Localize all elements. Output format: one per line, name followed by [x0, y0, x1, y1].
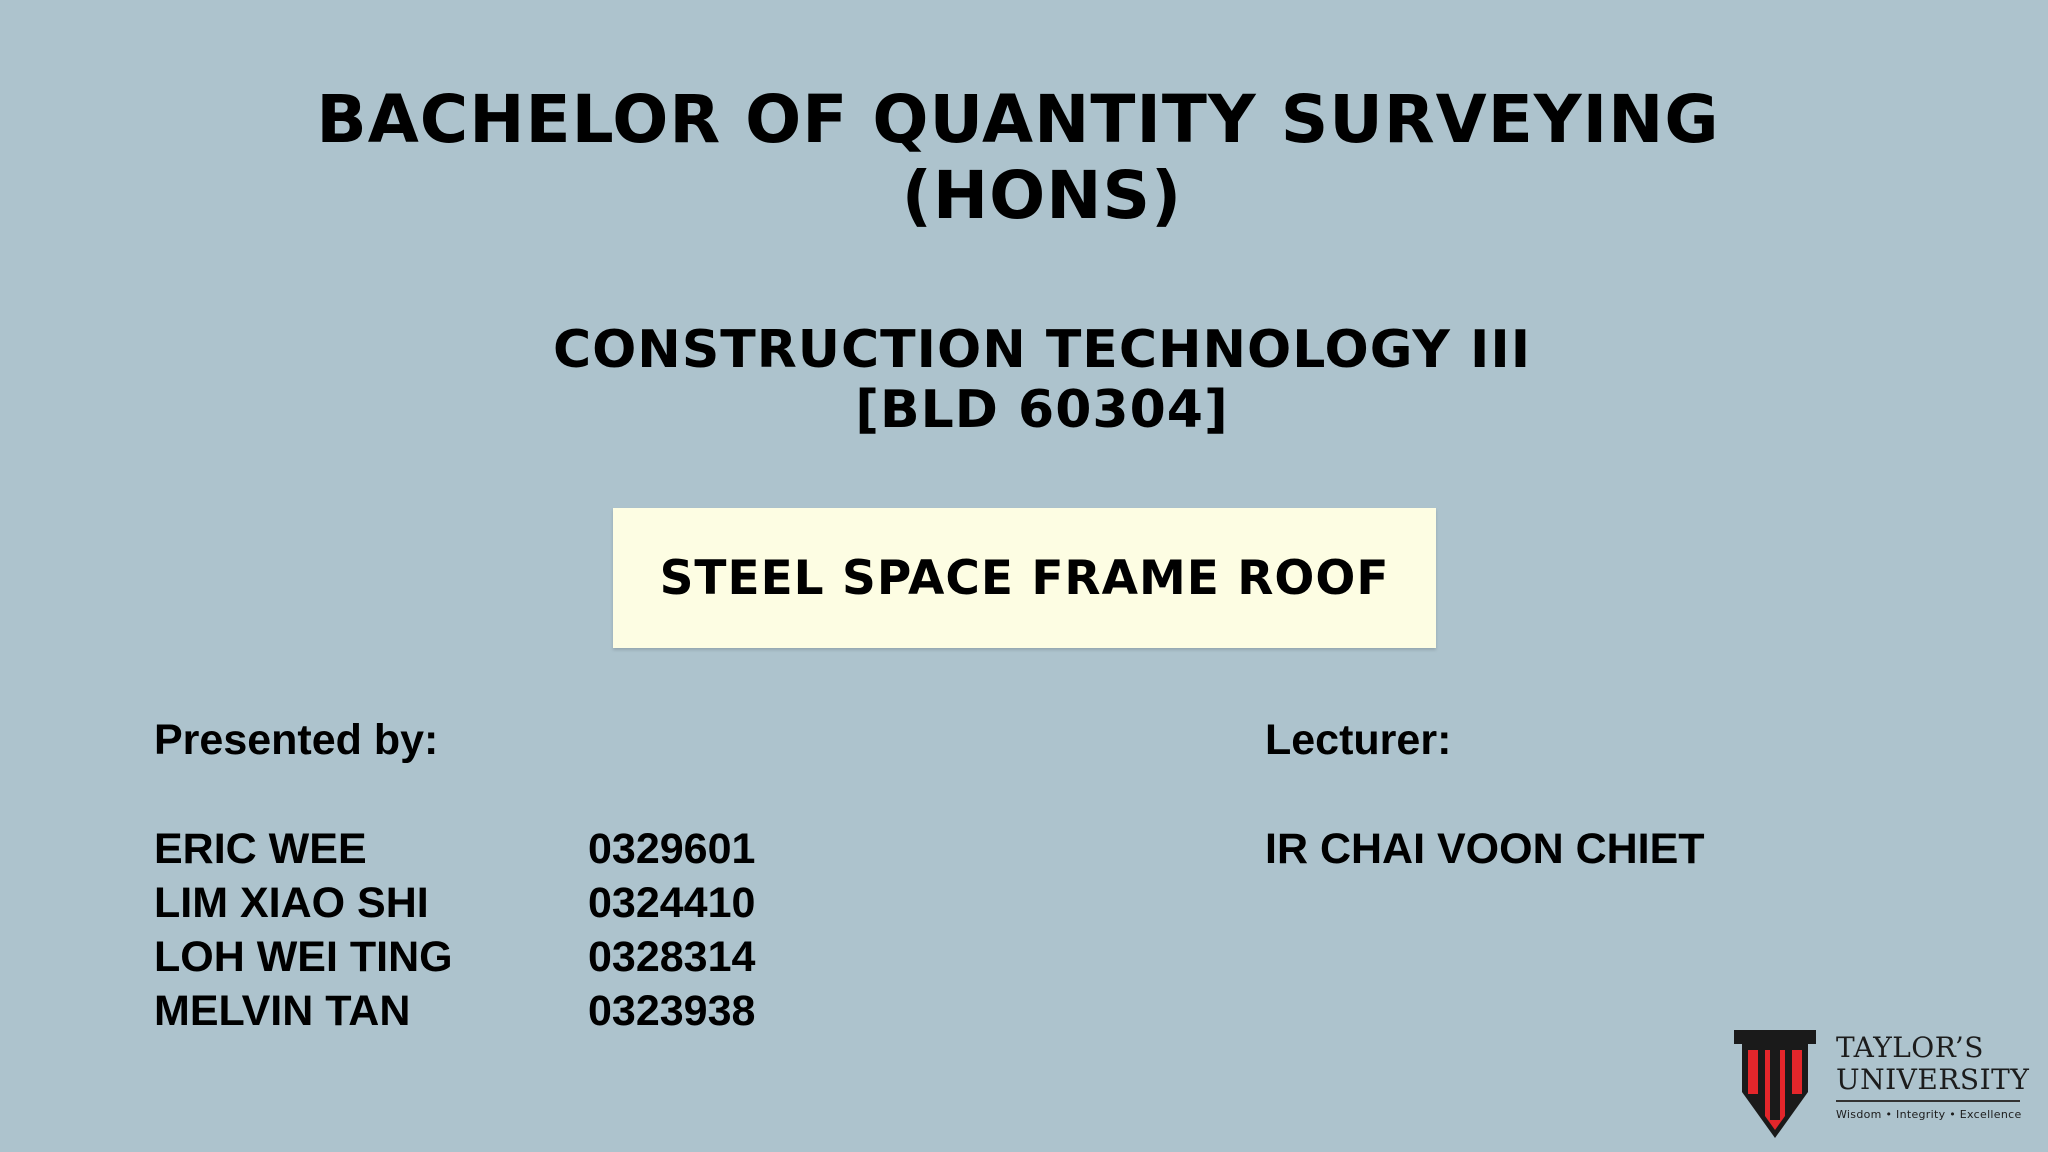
presenter-list	[154, 822, 755, 1038]
lecturer-label: Lecturer:	[1265, 716, 1452, 764]
presenter-name: LOH WEI TING	[154, 932, 453, 981]
presenter-id: 0328314	[588, 932, 756, 981]
logo-wordmark	[1836, 1032, 2029, 1121]
topic-box	[613, 508, 1436, 648]
presenter-row	[154, 822, 755, 876]
presenter-name: ERIC WEE	[154, 824, 367, 873]
logo-motto: Wisdom • Integrity • Excellence	[1836, 1108, 2022, 1121]
presenter-id: 0329601	[588, 824, 756, 873]
logo-name-line1: TAYLOR’S	[1836, 1031, 1984, 1064]
presenter-row	[154, 930, 755, 984]
slide-title-line1: BACHELOR OF QUANTITY SURVEYING	[316, 81, 1720, 158]
logo-divider	[1836, 1100, 2020, 1102]
lecturer-name: IR CHAI VOON CHIET	[1265, 824, 1705, 873]
presenter-row	[154, 876, 755, 930]
presenter-name: LIM XIAO SHI	[154, 878, 429, 927]
presenter-name: MELVIN TAN	[154, 986, 411, 1035]
slide-title-line2: (HONS)	[901, 157, 1183, 234]
topic-title: STEEL SPACE FRAME ROOF	[659, 550, 1390, 606]
university-logo	[1734, 1030, 2030, 1140]
subject-code: [BLD 60304]	[855, 380, 1229, 440]
presenter-id: 0324410	[588, 878, 756, 927]
taylors-shield-icon	[1734, 1030, 1816, 1138]
presented-by-label: Presented by:	[154, 716, 439, 764]
presenter-id: 0323938	[588, 986, 756, 1035]
presenter-row	[154, 984, 755, 1038]
logo-name-line2: UNIVERSITY	[1836, 1063, 2030, 1096]
subject-title: CONSTRUCTION TECHNOLOGY III	[552, 320, 1532, 380]
